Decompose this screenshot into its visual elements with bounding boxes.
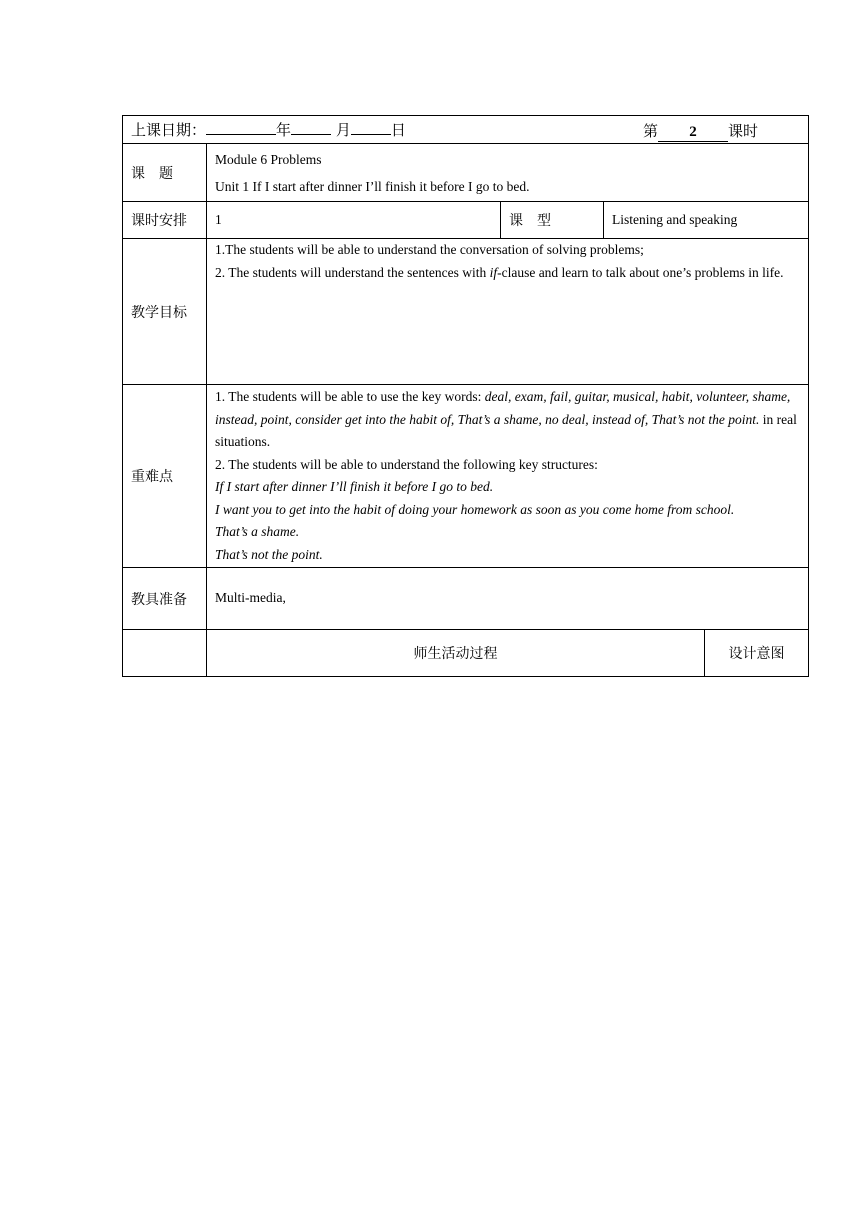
type-value: Listening and speaking (604, 202, 809, 239)
topic-line-1: Module 6 Problems (215, 151, 322, 167)
structure-3: That’s a shame. (215, 524, 300, 539)
topic-row (123, 144, 809, 202)
header-cell (123, 116, 809, 144)
objectives-label: 教学目标 (123, 239, 207, 385)
lesson-plan-table (122, 115, 809, 677)
lesson-suffix: 课时 (728, 122, 759, 140)
lesson-count (643, 120, 758, 142)
schedule-label: 课时安排 (123, 202, 207, 239)
schedule-row (123, 202, 809, 239)
year-blank (206, 120, 276, 135)
header-row (123, 116, 809, 144)
process-intent-label: 设计意图 (705, 630, 809, 677)
day-blank (351, 120, 391, 135)
topic-line-2: Unit 1 If I start after dinner I’ll finish it before I go to bed. (215, 179, 530, 194)
day-label: 日 (390, 121, 406, 139)
month-label: 月 (335, 121, 351, 139)
objective-1: 1.The students will be able to understand the conversation of solving problems; (215, 242, 644, 257)
process-activity-label: 师生活动过程 (207, 630, 705, 677)
schedule-value: 1 (207, 202, 501, 239)
key-point-1: 1. The students will be able to use the key words: deal, exam, fail, guitar, musical, habit, volunteer, shame, instead, point, consider get into the habit of, That’s a shame, no deal, instead of, That’s not the point. in real situations. (215, 389, 797, 449)
structure-4: That’s not the point. (215, 546, 323, 562)
objectives-content (207, 239, 809, 385)
structure-1: If I start after dinner I’ll finish it before I go to bed. (215, 479, 494, 494)
process-header-row (123, 630, 809, 677)
structure-2: I want you to get into the habit of doing your homework as soon as you come home from school. (215, 501, 735, 517)
key-points-label: 重难点 (123, 385, 207, 568)
materials-row (123, 568, 809, 630)
objective-2: 2. The students will understand the sentences with if-clause and learn to talk about one’s problems in life. (215, 264, 784, 280)
key-point-2: 2. The students will be able to understand the following key structures: (215, 456, 598, 472)
key-points-row (123, 385, 809, 568)
month-blank (291, 120, 331, 135)
key-points-content (207, 385, 809, 568)
year-label: 年 (276, 121, 292, 139)
process-empty-cell (123, 630, 207, 677)
lesson-prefix: 第 (643, 122, 659, 140)
topic-content (207, 144, 809, 202)
objectives-row (123, 239, 809, 385)
lesson-number: 2 (658, 124, 728, 142)
materials-label: 教具准备 (123, 568, 207, 630)
materials-value: Multi-media, (207, 568, 809, 630)
topic-label: 课 题 (123, 144, 207, 202)
type-label: 课 型 (501, 202, 604, 239)
date-label: 上课日期： (131, 121, 207, 139)
